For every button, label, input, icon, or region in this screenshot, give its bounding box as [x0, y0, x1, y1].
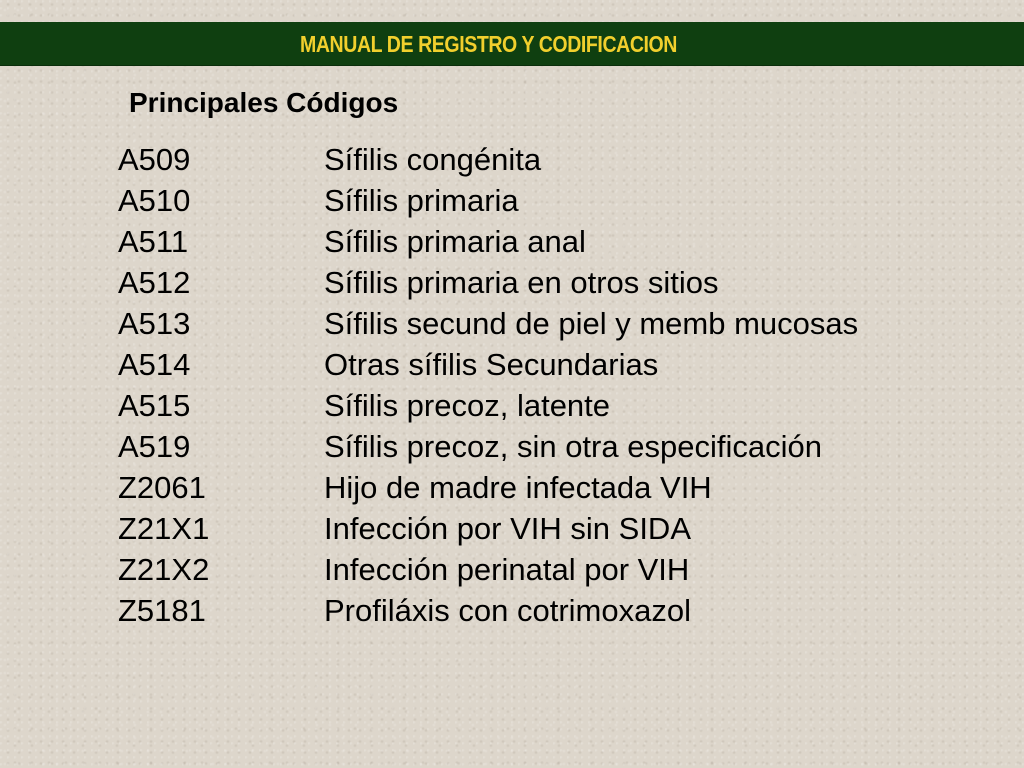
code-description: Sífilis primaria en otros sitios	[324, 265, 719, 300]
code-row	[118, 303, 978, 344]
code-value: A512	[118, 265, 191, 300]
code-value: Z21X2	[118, 552, 210, 587]
banner-title: MANUAL DE REGISTRO Y CODIFICACION	[300, 31, 678, 57]
code-value: A514	[118, 347, 191, 382]
code-description: Sífilis precoz, sin otra especificación	[324, 429, 822, 464]
code-value: A511	[118, 224, 189, 259]
code-value: Z5181	[118, 593, 206, 628]
code-row	[118, 180, 978, 221]
code-value: A509	[118, 142, 191, 177]
code-row	[118, 139, 978, 180]
title-banner	[0, 22, 1024, 66]
code-value: A513	[118, 306, 191, 341]
code-row	[118, 385, 978, 426]
code-row	[118, 262, 978, 303]
code-value: A515	[118, 388, 191, 423]
code-value: A510	[118, 183, 191, 218]
code-row	[118, 467, 978, 508]
code-row	[118, 221, 978, 262]
code-description: Sífilis congénita	[324, 142, 542, 177]
code-description: Sífilis primaria anal	[324, 224, 586, 259]
code-value: Z21X1	[118, 511, 210, 546]
code-row	[118, 344, 978, 385]
code-value: A519	[118, 429, 191, 464]
code-row	[118, 590, 978, 631]
code-row	[118, 426, 978, 467]
code-row	[118, 508, 978, 549]
code-description: Infección por VIH sin SIDA	[324, 511, 691, 546]
code-description: Sífilis secund de piel y memb mucosas	[324, 306, 859, 341]
code-description: Hijo de madre infectada VIH	[324, 470, 712, 505]
code-description: Infección perinatal por VIH	[324, 552, 690, 587]
code-value: Z2061	[118, 470, 206, 505]
code-list	[118, 139, 978, 631]
code-description: Sífilis primaria	[324, 183, 519, 218]
code-description: Otras sífilis Secundarias	[324, 347, 659, 382]
code-row	[118, 549, 978, 590]
code-description: Profiláxis con cotrimoxazol	[324, 593, 691, 628]
code-description: Sífilis precoz, latente	[324, 388, 611, 423]
section-heading: Principales Códigos	[129, 87, 399, 118]
